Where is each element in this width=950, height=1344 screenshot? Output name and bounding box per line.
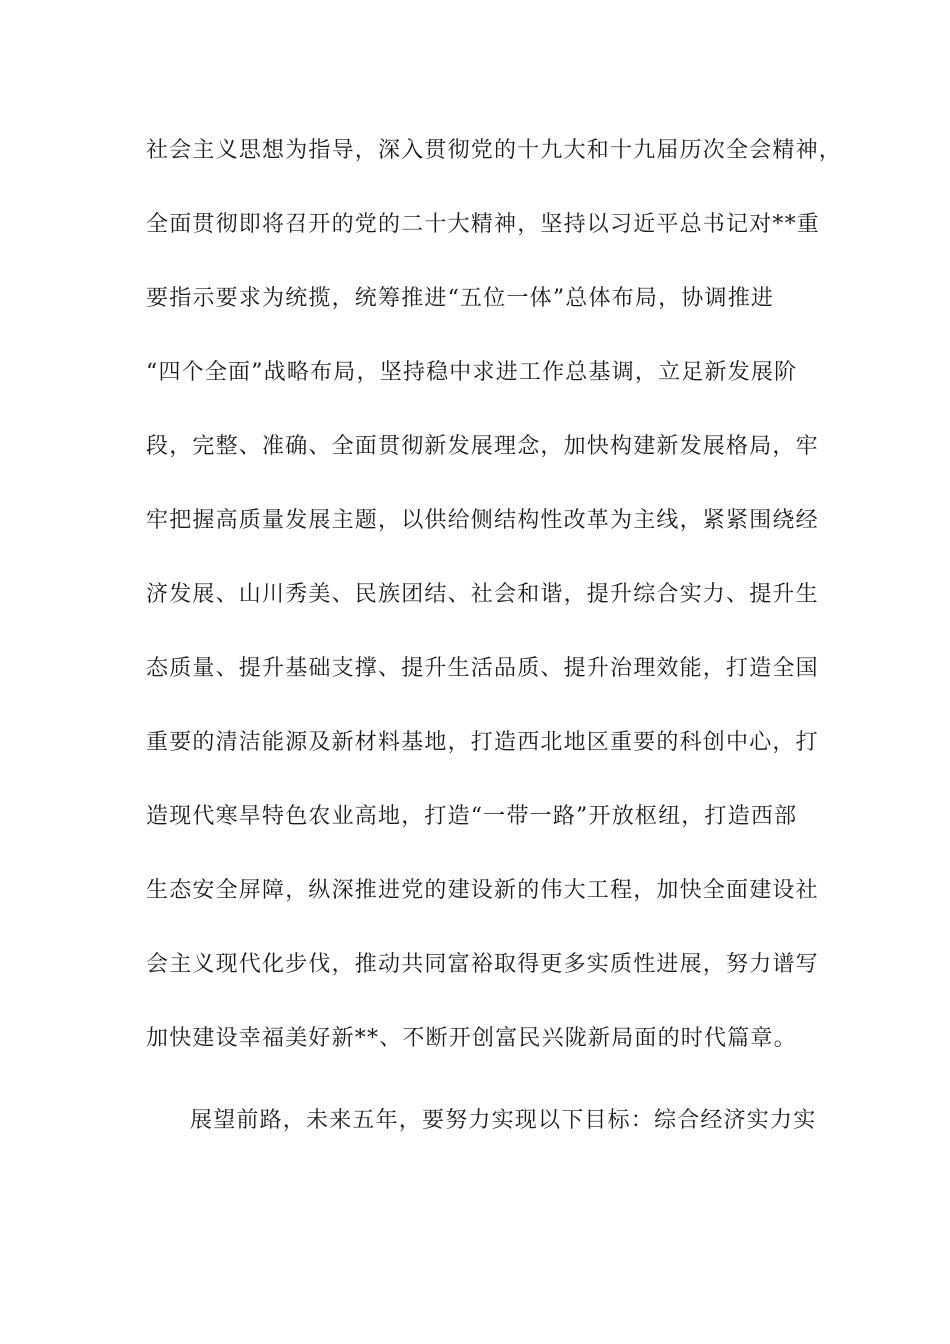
text-line: 济发展、山川秀美、民族团结、社会和谐，提升综合实力、提升生 <box>146 582 819 607</box>
text-line: 加快建设幸福美好新**、不断开创富民兴陇新局面的时代篇章。 <box>146 1026 797 1051</box>
body-text <box>146 128 843 1172</box>
text-line: 要指示要求为统揽，统筹推进“五位一体”总体布局，协调推进 <box>146 286 775 311</box>
text-line: “四个全面”战略布局，坚持稳中求进工作总基调，立足新发展阶 <box>146 360 798 385</box>
paragraph-1 <box>146 128 843 1090</box>
text-line: 重要的清洁能源及新材料基地，打造西北地区重要的科创中心，打 <box>146 730 819 755</box>
text-line: 造现代寒旱特色农业高地，打造“一带一路”开放枢纽，打造西部 <box>146 804 798 829</box>
text-line: 态质量、提升基础支撑、提升生活品质、提升治理效能，打造全国 <box>146 656 819 681</box>
paragraph-2 <box>146 1098 817 1172</box>
text-line: 全面贯彻即将召开的党的二十大精神，坚持以习近平总书记对**重 <box>146 212 821 237</box>
paragraph-gap <box>146 1090 806 1098</box>
text-line: 生态安全屏障，纵深推进党的建设新的伟大工程，加快全面建设社 <box>146 878 819 903</box>
text-line: 会主义现代化步伐，推动共同富裕取得更多实质性进展，努力谱写 <box>146 952 819 977</box>
text-line: 段，完整、准确、全面贯彻新发展理念，加快构建新发展格局，牢 <box>146 434 819 459</box>
text-line: 社会主义思想为指导，深入贯彻党的十九大和十九届历次全会精神， <box>146 138 843 163</box>
text-line: 牢把握高质量发展主题，以供给侧结构性改革为主线，紧紧围绕经 <box>146 508 819 533</box>
text-line: 展望前路，未来五年，要努力实现以下目标：综合经济实力实 <box>190 1108 817 1133</box>
